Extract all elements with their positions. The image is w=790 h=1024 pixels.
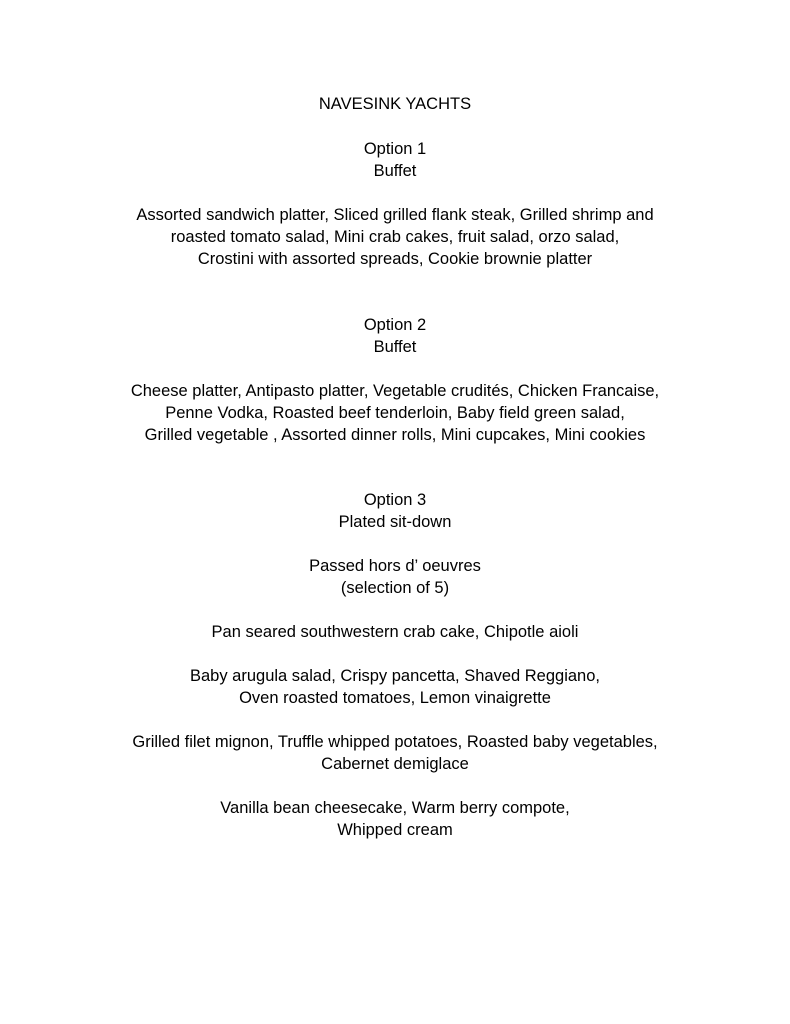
course-dessert-line: Vanilla bean cheesecake, Warm berry compote,	[220, 799, 570, 817]
option-2-menu-line: Grilled vegetable , Assorted dinner rolls, Mini cupcakes, Mini cookies	[144, 426, 646, 444]
document-title: NAVESINK YACHTS	[318, 95, 472, 113]
option-2-menu-line: Penne Vodka, Roasted beef tenderloin, Baby field green salad,	[165, 404, 625, 422]
option-2-style: Buffet	[373, 338, 417, 356]
option-1-menu-line: roasted tomato salad, Mini crab cakes, fruit salad, orzo salad,	[170, 228, 620, 246]
option-1-name: Option 1	[363, 140, 427, 158]
course-hors-doeuvres: Passed hors d’ oeuvres	[309, 557, 481, 575]
option-3-name: Option 3	[363, 491, 427, 509]
option-1-style: Buffet	[373, 162, 417, 180]
course-hors-doeuvres-note: (selection of 5)	[340, 579, 450, 597]
course-salad-line: Baby arugula salad, Crispy pancetta, Shaved Reggiano,	[189, 667, 600, 685]
course-salad-line: Oven roasted tomatoes, Lemon vinaigrette	[239, 689, 551, 707]
option-2-name: Option 2	[363, 316, 427, 334]
option-2-menu-line: Cheese platter, Antipasto platter, Vegetable crudités, Chicken Francaise,	[130, 382, 660, 400]
course-entree-line: Grilled filet mignon, Truffle whipped potatoes, Roasted baby vegetables,	[132, 733, 658, 751]
option-1-menu-line: Assorted sandwich platter, Sliced grilled flank steak, Grilled shrimp and	[136, 206, 654, 224]
course-dessert-line: Whipped cream	[337, 821, 453, 839]
option-1-menu-line: Crostini with assorted spreads, Cookie brownie platter	[197, 250, 593, 268]
course-entree-line: Cabernet demiglace	[321, 755, 469, 773]
option-3-style: Plated sit-down	[338, 513, 452, 531]
course-appetizer: Pan seared southwestern crab cake, Chipotle aioli	[211, 623, 579, 641]
